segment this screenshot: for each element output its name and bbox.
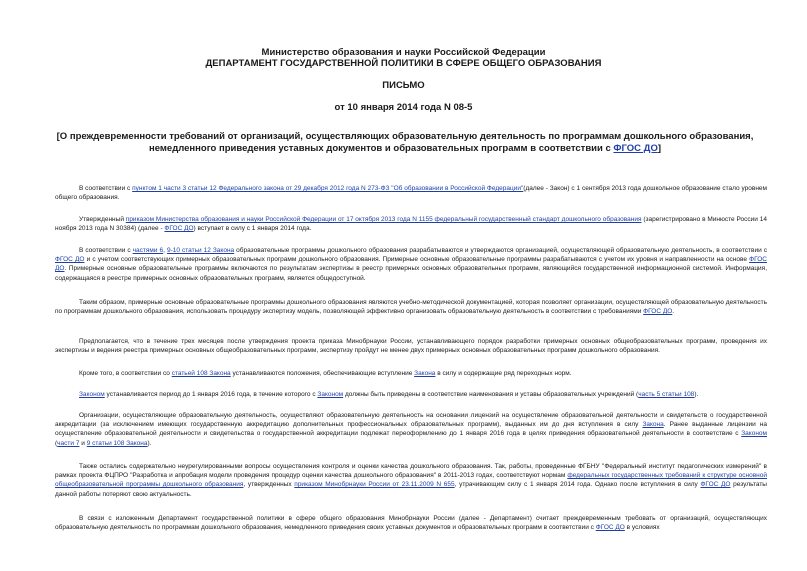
p3-fgos-link[interactable]: ФГОС ДО	[55, 256, 767, 273]
paragraph-4	[55, 298, 767, 316]
p3-parts-link[interactable]: частями 6	[132, 247, 164, 254]
p7-text: должны быть приведены в соответствие наименования и уставы образовательных учреждений (	[343, 391, 639, 398]
paragraph-8	[55, 411, 767, 448]
paragraph-1	[55, 184, 767, 202]
paragraph-10	[55, 514, 767, 532]
p2-text: ) вступает в силу с 1 января 2014 года.	[193, 225, 312, 233]
title-text: [О преждевременности требований от организаций, осуществляющих образовательную деятельность по программам дошкольного образования, немедленного приведения уставных документов и образовательных программ в соответствии с	[56, 131, 754, 154]
p3-article-link[interactable]: 9-10 статьи 12 Закона	[166, 247, 235, 254]
p6-text: в силу и содержащие ряд переходных норм.	[435, 370, 572, 377]
p6-law-link[interactable]: Закона	[414, 370, 436, 377]
p9-text: , утрачивающим силу с 1 января 2014 года. Однако после вступления в силу	[454, 481, 701, 489]
p9-text: результаты данной работы потеряют свою актуальность.	[55, 481, 767, 498]
p10-text: в условиях	[624, 524, 660, 532]
p8-article-link[interactable]: 9 статьи 108 Закона	[86, 439, 148, 447]
p3-fgos-link[interactable]: ФГОС ДО	[55, 256, 85, 264]
p9-fgos-link[interactable]: ФГОС ДО	[700, 481, 731, 489]
p3-text: В соответствии с	[79, 247, 133, 254]
p7-article-link[interactable]: часть 5 статьи 108	[638, 391, 695, 398]
p3-text: . Примерные основные образовательные программы включаются по результатам экспертизы в реестр примерных основных образовательных программ, являющийся государственной информационной системой. Информация, содержащаяся в реестре примерных основных образовательных программ, является общедоступной.	[55, 265, 767, 282]
department-name: ДЕПАРТАМЕНТ ГОСУДАРСТВЕННОЙ ПОЛИТИКИ В СФЕРЕ ОБЩЕГО ОБРАЗОВАНИЯ	[205, 58, 602, 69]
p2-text: (зарегистрировано в Минюсте России 14 ноября 2013 года N 30384) (далее -	[55, 216, 767, 233]
document-type: ПИСЬМО	[382, 80, 425, 91]
document-date-number: от 10 января 2014 года N 08-5	[334, 102, 473, 113]
paragraph-6	[55, 369, 767, 378]
p6-text: Кроме того, в соответствии со	[79, 370, 172, 377]
paragraph-7	[55, 390, 767, 399]
p8-text: и	[79, 439, 87, 447]
paragraph-3	[55, 246, 767, 283]
p3-text: и с учетом соответствующих примерных образовательных программ дошкольного образования. Примерные основные образовательные программы разрабатываются с учетом их уровня и направленности на основе	[84, 256, 750, 264]
p8-text: . Ранее выданные лицензии на осуществление образовательной деятельности и свидетельства о государственной аккредитации подлежат переоформлению до 1 января 2016 года в целях приведения образовательной деятельности в соответствие с	[55, 421, 767, 438]
p5-text: Предполагается, что в течение трех месяцев после утверждения проекта приказа Минобрнауки России, устанавливающего порядок разработки примерных основных общеобразовательных программ, проведения их экспертизы и ведения реестра примерных основных общеобразовательных программ, экспертизу пройдут не менее двух примерных основных образовательных программ дошкольного образования.	[55, 338, 767, 355]
p8-text: ).	[147, 439, 152, 447]
paragraph-5	[55, 337, 767, 355]
p10-text: В связи с изложенным Департамент государственной политики в сфере общего образования Минобрнауки России (далее - Департамент) считает преждевременным требовать от организаций, осуществляющих образовательную деятельность по программам дошкольного образования, немедленного приведения своих уставных документов и образовательных программ в соответствии с	[55, 515, 767, 532]
p10-fgos-link[interactable]: ФГОС ДО	[595, 524, 625, 532]
document-title	[55, 131, 755, 155]
p6-article-link[interactable]: статьей 108 Закона	[171, 370, 231, 377]
p8-text: Организации, осуществляющие образовательную деятельность, осуществляют образовательную деятельность на основании лицензий на осуществление образовательной деятельности и свидетельств о государственной аккредитации (за исключением имеющих государственную аккредитацию дополнительных профессиональных образовательных программ), выданных им до дня вступления в силу	[55, 412, 767, 429]
p1-law-link[interactable]: пунктом 1 части 3 статьи 12 Федерального закона от 29 декабря 2012 года N 273-ФЗ "Об образовании в Российской Федерации"	[132, 185, 524, 192]
p7-law-link[interactable]: Законом	[79, 391, 105, 398]
p8-text: (	[55, 439, 58, 447]
title-close: ]	[657, 143, 662, 154]
p9-requirements-link[interactable]: федеральных государственных требований к структуре основной общеобразовательной программы дошкольного образования	[55, 472, 767, 489]
p4-text: Таким образом, примерные основные образовательные программы дошкольного образования являются учебно-методической документацией, которая позволяет организации, осуществляющей образовательную деятельность по программам дошкольного образования, использовать процедуру экспертизу модель, позволяющей эффективно организовать образовательную деятельность в соответствии с требованиями	[55, 299, 767, 316]
p8-law-link[interactable]: Закона	[642, 421, 664, 429]
p9-text: , утвержденных	[243, 481, 295, 489]
p4-text: .	[672, 308, 675, 316]
p1-text: В соответствии с	[79, 185, 133, 192]
p7-text: устанавливается период до 1 января 2016 года, в течение которого с	[104, 391, 318, 398]
p2-text: Утвержденный	[79, 216, 126, 223]
p8-law-link[interactable]: Законом	[741, 430, 767, 438]
p7-text: ).	[694, 391, 699, 398]
p8-part-link[interactable]: части 7	[57, 439, 80, 447]
p9-order-link[interactable]: приказом Минобрнауки России от 23.11.2009 N 655	[294, 481, 455, 489]
p6-text: устанавливаются положения, обеспечивающие вступление	[230, 370, 415, 377]
p2-order-link[interactable]: приказом Министерства образования и науки Российской Федерации от 17 октября 2013 года N 1155 федеральный государственный стандарт дошкольного образования	[125, 216, 642, 223]
p7-law-link[interactable]: Законом	[317, 391, 344, 398]
p9-text: Также остались содержательно неурегулированными вопросы осуществления контроля и оценки качества дошкольного образования. Так, работы, проведенные ФГБНУ "Федеральный институт педагогических измерений" в рамках проекта ФЦПРО "Разработка и апробация модели проведения процедур оценки качества дошкольного образования" в 2011-2013 годах, соответствуют нормам	[55, 463, 767, 480]
ministry-name: Министерство образования и науки Российской Федерации	[261, 47, 546, 58]
p3-text: ,	[163, 247, 167, 254]
p1-text: (далее - Закон) с 1 сентября 2013 года дошкольное образование стало уровнем общего образования.	[55, 185, 768, 202]
p3-text: образовательные программы дошкольного образования разрабатываются и утверждаются организацией, осуществляющей образовательную деятельность, в соответствии с	[234, 247, 767, 254]
p4-fgos-link[interactable]: ФГОС ДО	[643, 308, 673, 316]
p2-fgos-link[interactable]: ФГОС ДО	[164, 225, 194, 233]
title-fgos-link[interactable]: ФГОС ДО	[613, 143, 658, 154]
paragraph-2	[55, 215, 767, 233]
paragraph-9	[55, 462, 767, 499]
